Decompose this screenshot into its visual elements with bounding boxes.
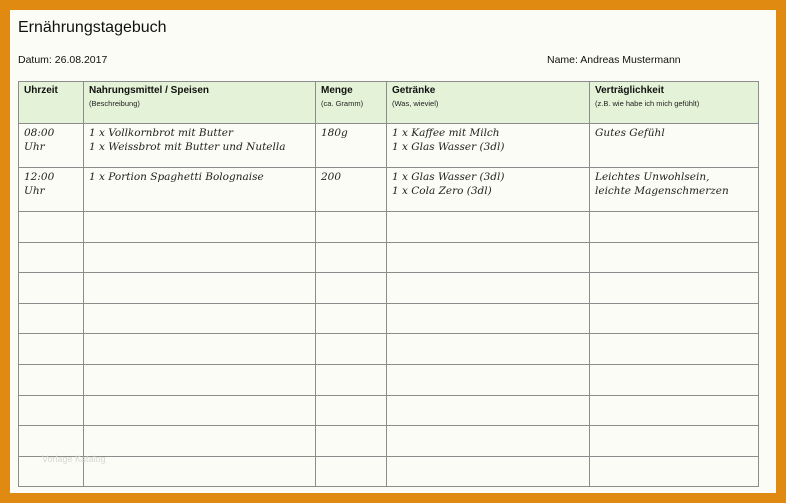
table-cell[interactable] — [316, 273, 387, 304]
table-cell[interactable] — [387, 426, 590, 457]
empty-row — [19, 212, 759, 243]
table-cell[interactable]: Gutes Gefühl — [590, 124, 759, 168]
empty-row — [19, 303, 759, 334]
table-cell[interactable] — [387, 242, 590, 273]
diary-table — [18, 81, 759, 487]
page-title: Ernährungstagebuch — [18, 19, 167, 36]
table-cell[interactable] — [316, 242, 387, 273]
header-tolerance: Verträglichkeit (z.B. wie habe ich mich gefühlt) — [590, 82, 759, 124]
table-cell[interactable] — [84, 212, 316, 243]
table-cell[interactable]: 180g — [316, 124, 387, 168]
table-cell[interactable] — [19, 334, 84, 365]
table-cell[interactable] — [19, 273, 84, 304]
empty-row — [19, 456, 759, 487]
table-cell[interactable]: 12:00 Uhr — [19, 168, 84, 212]
table-row — [19, 168, 759, 212]
table-cell[interactable] — [590, 456, 759, 487]
table-cell[interactable] — [19, 242, 84, 273]
table-cell[interactable] — [316, 303, 387, 334]
table-cell[interactable] — [84, 242, 316, 273]
table-cell[interactable] — [316, 426, 387, 457]
table-cell[interactable]: 1 x Glas Wasser (3dl) 1 x Cola Zero (3dl) — [387, 168, 590, 212]
table-cell[interactable] — [316, 456, 387, 487]
empty-row — [19, 273, 759, 304]
table-cell[interactable] — [19, 364, 84, 395]
table-cell[interactable] — [84, 334, 316, 365]
table-cell[interactable]: Leichtes Unwohlsein, leichte Magenschmerzen — [590, 168, 759, 212]
table-cell[interactable] — [387, 456, 590, 487]
empty-row — [19, 395, 759, 426]
header-row — [19, 82, 759, 124]
table-cell[interactable] — [84, 426, 316, 457]
header-drinks: Getränke (Was, wieviel) — [387, 82, 590, 124]
table-cell[interactable] — [316, 395, 387, 426]
table-cell[interactable] — [590, 273, 759, 304]
table-cell[interactable] — [84, 303, 316, 334]
table-cell[interactable] — [387, 334, 590, 365]
table-cell[interactable] — [19, 395, 84, 426]
empty-row — [19, 242, 759, 273]
watermark: Vorlage Katalog — [42, 454, 106, 464]
empty-row — [19, 426, 759, 457]
name-field: Name: Andreas Mustermann — [547, 54, 681, 66]
table-cell[interactable]: 08:00 Uhr — [19, 124, 84, 168]
table-row — [19, 124, 759, 168]
table-cell[interactable] — [84, 364, 316, 395]
header-amount: Menge (ca. Gramm) — [316, 82, 387, 124]
table-cell[interactable] — [387, 395, 590, 426]
table-cell[interactable] — [19, 426, 84, 457]
table-cell[interactable] — [19, 212, 84, 243]
table-cell[interactable] — [387, 212, 590, 243]
header-food: Nahrungsmittel / Speisen (Beschreibung) — [84, 82, 316, 124]
date-field: Datum: 26.08.2017 — [18, 54, 108, 66]
empty-row — [19, 364, 759, 395]
table-cell[interactable] — [84, 395, 316, 426]
table-cell[interactable] — [590, 395, 759, 426]
table-cell[interactable] — [316, 212, 387, 243]
table-cell[interactable] — [590, 212, 759, 243]
table-cell[interactable]: 200 — [316, 168, 387, 212]
table-cell[interactable] — [387, 273, 590, 304]
table-cell[interactable] — [19, 303, 84, 334]
table-cell[interactable]: 1 x Portion Spaghetti Bolognaise — [84, 168, 316, 212]
table-cell[interactable] — [387, 364, 590, 395]
table-cell[interactable] — [316, 364, 387, 395]
table-cell[interactable] — [84, 273, 316, 304]
table-cell[interactable] — [590, 242, 759, 273]
table-cell[interactable] — [590, 334, 759, 365]
table-cell[interactable] — [84, 456, 316, 487]
table-cell[interactable] — [387, 303, 590, 334]
table-cell[interactable]: 1 x Kaffee mit Milch 1 x Glas Wasser (3dl) — [387, 124, 590, 168]
diary-sheet — [10, 10, 776, 493]
table-cell[interactable]: 1 x Vollkornbrot mit Butter 1 x Weissbrot mit Butter und Nutella — [84, 124, 316, 168]
table-cell[interactable] — [590, 303, 759, 334]
table-cell[interactable] — [316, 334, 387, 365]
empty-row — [19, 334, 759, 365]
table-cell[interactable] — [590, 426, 759, 457]
header-time: Uhrzeit — [19, 82, 84, 124]
table-cell[interactable] — [590, 364, 759, 395]
